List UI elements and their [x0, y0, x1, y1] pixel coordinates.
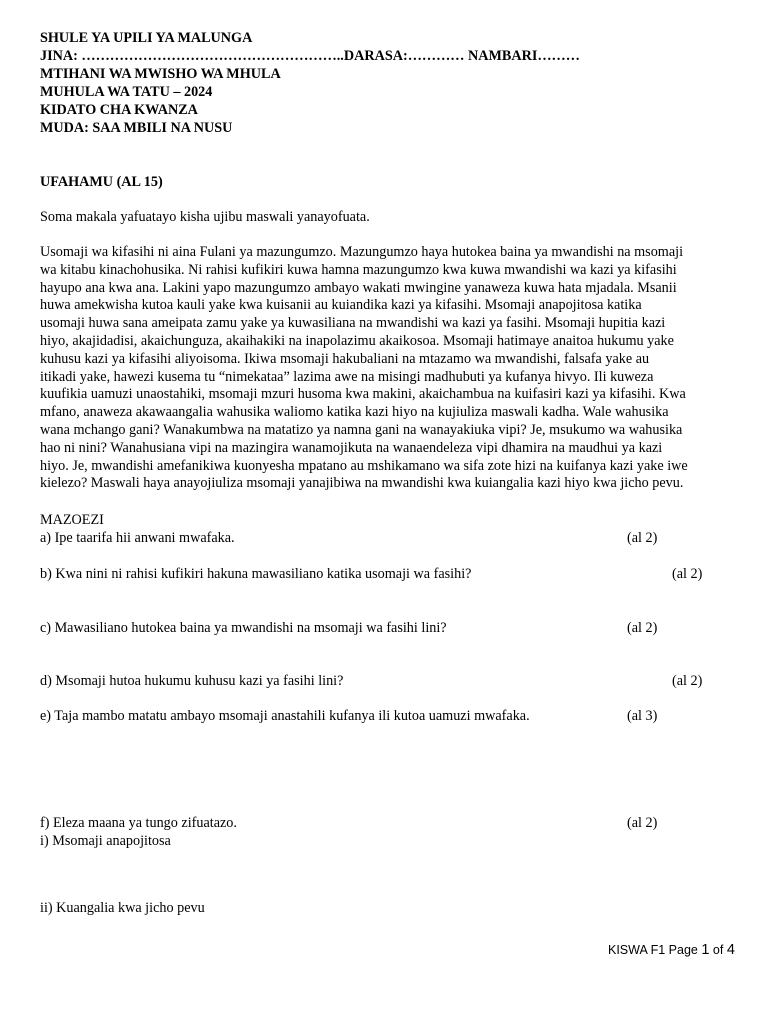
question-f-item-i: i) Msomaji anapojitosa [40, 833, 171, 849]
comprehension-passage [40, 244, 740, 493]
passage-line: kuufikia uamuzi unaostahiki, msomaji mzuri husoma kwa makini, akaichambua na kuifasiri kazi ya kifasihi. Kwa [40, 386, 686, 403]
passage-line: kielezo? Maswali haya anayojiuliza msomaji yanajibiwa na mwandishi kwa kuiangalia kazi hiyo kwa jicho pevu. [40, 475, 684, 492]
exam-duration: MUDA: SAA MBILI NA NUSU [40, 119, 233, 136]
question-d-marks: (al 2) [672, 673, 703, 689]
page-footer [608, 942, 735, 958]
question-b: b) Kwa nini ni rahisi kufikiri hakuna mawasiliano katika usomaji wa fasihi? [40, 566, 472, 582]
question-f-item-ii: ii) Kuangalia kwa jicho pevu [40, 900, 205, 916]
question-d: d) Msomaji hutoa hukumu kuhusu kazi ya fasihi lini? [40, 673, 344, 689]
exercise-title: MAZOEZI [40, 512, 104, 528]
passage-line: hiyo, akajidadisi, akaichunguza, akaihakiki na inapolazimu akaikosoa. Msomaji hatimaye anaitoa hukumu yake [40, 332, 674, 349]
question-c: c) Mawasiliano hutokea baina ya mwandishi na msomaji wa fasihi lini? [40, 620, 447, 636]
passage-line: itikadi yake, hawezi kusema tu “nimekataa” lazima awe na misingi madhubuti ya kufanya hivyo. Ili kuweza [40, 368, 654, 385]
exam-term: MUHULA WA TATU – 2024 [40, 83, 213, 100]
footer-page-number: 1 [701, 942, 710, 958]
passage-line: wa kitabu kinachohusika. Ni rahisi kufikiri kuwa hamna mazungumzo kwa kuwa mwandishi wa kazi ya kifasihi [40, 261, 677, 278]
exam-header [40, 30, 580, 137]
question-a: a) Ipe taarifa hii anwani mwafaka. [40, 530, 235, 546]
footer-prefix: KISWA F1 Page [608, 943, 698, 957]
question-e: e) Taja mambo matatu ambayo msomaji anastahili kufanya ili kutoa uamuzi mwafaka. [40, 708, 530, 724]
exam-title: MTIHANI WA MWISHO WA MHULA [40, 65, 281, 82]
question-e-marks: (al 3) [627, 708, 658, 724]
section-title: UFAHAMU (AL 15) [40, 174, 163, 190]
passage-line: wana mchango gani? Wanakumbwa na matatizo ya namna gani na wanayakiuka vipi? Je, msukumo wa wahusika [40, 421, 683, 438]
footer-of-label: of [712, 943, 724, 957]
passage-line: mfano, anaweza akawaangalia wahusika waliomo katika kazi hiyo na kujiuliza maswali kadha. Wale wahusika [40, 404, 669, 421]
passage-line: kuhusu kazi ya kifasihi aliyoisoma. Ikiwa msomaji hakubaliani na mtazamo wa mwandishi, falsafa yake au [40, 350, 650, 367]
passage-line: usomaji huwa sana ameipata zamu yake ya kuwasiliana na mwandishi wa kazi ya fasihi. Msomaji hupitia kazi [40, 315, 666, 332]
footer-total-pages: 4 [726, 942, 735, 958]
exam-form: KIDATO CHA KWANZA [40, 101, 198, 118]
passage-line: Usomaji wa kifasihi ni aina Fulani ya mazungumzo. Mazungumzo haya hutokea baina ya mwandishi na msomaji [40, 244, 684, 260]
question-f-marks: (al 2) [627, 815, 658, 831]
question-a-marks: (al 2) [627, 530, 658, 546]
student-details-line: JINA: ………………………………………………..DARASA:………… NAMBARI……… [40, 47, 580, 64]
passage-line: huwa amekwisha kutoa kauli yake kwa kuisanii au kuiandika kazi ya kifasihi. Msomaji anapojitosa katika [40, 297, 642, 314]
section-instruction: Soma makala yafuatayo kisha ujibu maswali yanayofuata. [40, 209, 370, 225]
question-c-marks: (al 2) [627, 620, 658, 636]
passage-line: hayupo ana kwa ana. Lakini yapo mazungumzo ambayo wakati mwingine yanaweza kuwa hata mjadala. Msanii [40, 279, 677, 296]
question-f: f) Eleza maana ya tungo zifuatazo. [40, 815, 237, 831]
school-name: SHULE YA UPILI YA MALUNGA [40, 30, 253, 46]
passage-line: hiyo. Je, mwandishi amefanikiwa kuonyesha mpatano au mshikamano wa sifa zote hizi na kuifanya kazi yake iwe [40, 457, 688, 474]
passage-line: hao ni nini? Wanahusiana vipi na mazingira wanamojikuta na wanaendeleza vipi dhamira na maudhui ya kazi [40, 439, 663, 456]
question-b-marks: (al 2) [672, 566, 703, 582]
